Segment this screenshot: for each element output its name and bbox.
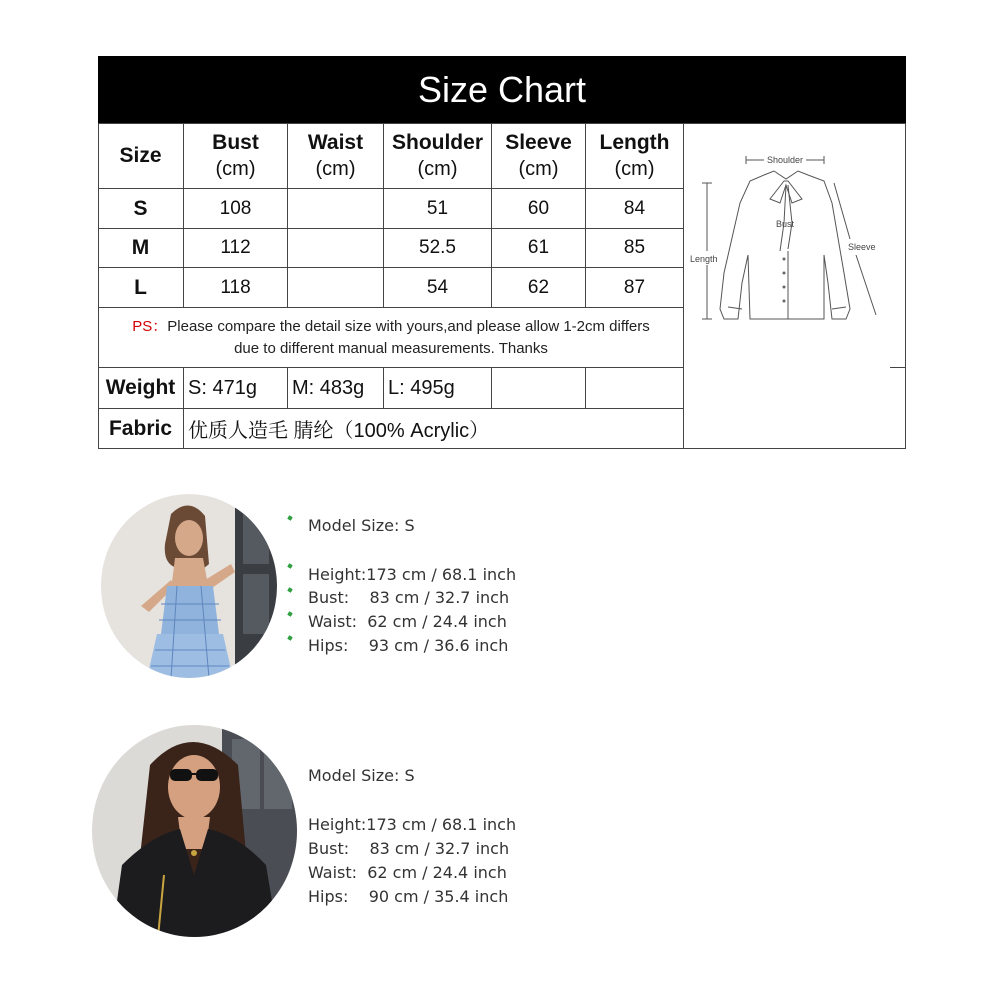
cuff-line <box>728 307 742 309</box>
size-chart-title: Size Chart <box>98 56 906 123</box>
bullet-icon <box>287 587 292 592</box>
shirt-diagram-svg <box>684 123 906 449</box>
model-waist: Waist: 62 cm / 24.4 inch <box>308 612 507 631</box>
bullet-icon <box>287 515 292 520</box>
model-hips: Hips: 93 cm / 36.6 inch <box>308 636 509 655</box>
model-info <box>286 763 586 923</box>
shoulder-cell: 52.5 <box>419 237 456 258</box>
model-photo <box>101 494 277 678</box>
model-height: Height:173 cm / 68.1 inch <box>308 815 517 834</box>
shoulder-cell: 51 <box>426 197 449 219</box>
header-waist <box>288 124 383 188</box>
diagram-label-sleeve: Sleeve <box>848 242 876 252</box>
sleeve-cell: 60 <box>527 197 550 219</box>
diagram-label-shoulder: Shoulder <box>766 155 804 165</box>
bow-ribbons <box>780 185 792 251</box>
bust-cell: 118 <box>220 276 251 298</box>
model-hips: Hips: 90 cm / 35.4 inch <box>308 887 509 906</box>
size-cell: M <box>131 236 150 259</box>
ps-note <box>99 308 683 367</box>
model-photo-illustration <box>101 494 277 678</box>
fabric-value: 优质人造毛 腈纶（100% Acrylic） <box>188 420 490 442</box>
diagram-label-length: Length <box>690 254 718 264</box>
fabric-label: Fabric <box>108 416 173 440</box>
header-unit: (cm) <box>518 158 559 180</box>
waist-cell <box>288 229 383 267</box>
waist-cell <box>288 189 383 228</box>
header-label: Bust <box>212 131 259 154</box>
shirt-diagram <box>684 123 906 449</box>
header-bust <box>184 124 287 188</box>
diagram-label-bust: Bust <box>775 219 795 229</box>
model-card <box>0 725 1000 945</box>
ps-line-1 <box>132 316 650 338</box>
model-bust: Bust: 83 cm / 32.7 inch <box>308 839 510 858</box>
grid-line <box>491 367 492 408</box>
weight-l: L: 495g <box>388 376 455 399</box>
cuff-line <box>832 307 846 309</box>
button <box>783 286 786 289</box>
header-label: Waist <box>307 131 364 154</box>
header-label: Length <box>599 131 670 154</box>
weight-label: Weight <box>105 376 176 399</box>
ps-text-1: Please compare the detail size with yours,and please allow 1-2cm differs <box>167 317 650 335</box>
model-size: Model Size: S <box>308 516 415 535</box>
model-waist: Waist: 62 cm / 24.4 inch <box>308 863 507 882</box>
bust-cell: 108 <box>219 197 252 219</box>
bullet-icon <box>287 635 292 640</box>
header-label: Shoulder <box>391 131 483 154</box>
sleeve-cell: 61 <box>527 237 550 258</box>
button <box>783 258 786 261</box>
weight-s: S: 471g <box>188 376 257 399</box>
sleeve-measure-line <box>856 255 876 315</box>
header-sleeve <box>492 124 585 188</box>
model-bust: Bust: 83 cm / 32.7 inch <box>308 588 510 607</box>
length-cell: 85 <box>623 237 646 258</box>
header-unit: (cm) <box>315 158 356 180</box>
bullet-icon <box>287 563 292 568</box>
model-height: Height:173 cm / 68.1 inch <box>308 565 517 584</box>
bust-cell: 112 <box>220 237 251 258</box>
ps-label: PS <box>132 317 153 335</box>
header-length <box>586 124 683 188</box>
model-size: Model Size: S <box>308 766 415 785</box>
size-chart <box>98 56 906 449</box>
size-cell: L <box>134 275 147 299</box>
bullet-icon <box>287 611 292 616</box>
length-cell: 87 <box>623 276 646 298</box>
sleeve-cell: 62 <box>527 276 550 298</box>
header-unit: (cm) <box>614 158 655 180</box>
length-cell: 84 <box>623 197 646 219</box>
header-unit: (cm) <box>417 158 458 180</box>
button <box>783 272 786 275</box>
button <box>783 300 786 303</box>
model-photo-illustration <box>92 725 297 937</box>
grid-line <box>585 367 586 408</box>
header-label: Sleeve <box>505 131 572 154</box>
model-info <box>286 510 586 670</box>
header-label: Size <box>119 144 162 167</box>
header-shoulder <box>384 124 491 188</box>
model-photo <box>92 725 297 937</box>
header-size <box>98 124 183 188</box>
shoulder-cell: 54 <box>426 276 449 298</box>
ps-colon: ： <box>152 317 168 335</box>
weight-m: M: 483g <box>292 376 365 399</box>
size-cell: S <box>133 196 148 220</box>
model-card <box>0 480 1000 690</box>
ps-text-2: due to different manual measurements. Thanks <box>234 339 548 357</box>
shirt-collar <box>764 171 808 179</box>
header-unit: (cm) <box>215 158 256 180</box>
waist-cell <box>288 268 383 307</box>
